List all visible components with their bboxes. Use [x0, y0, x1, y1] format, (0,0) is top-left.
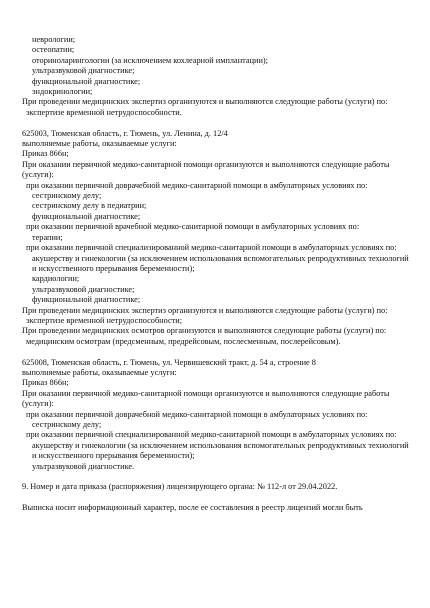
- text-line: При проведении медицинских осмотров организуются и выполняются следующие работы (услуги) по:: [22, 326, 387, 336]
- block-3: [22, 358, 414, 472]
- text-line: при оказании первичной специализированной медико-санитарной помощи в амбулаторных условиях по:: [26, 243, 397, 253]
- text-line: сестринскому делу;: [32, 191, 102, 201]
- text-line: кардиологии;: [32, 274, 80, 284]
- text-line: ультразвуковой диагностике;: [32, 66, 135, 76]
- text-line: эндокринологии;: [32, 87, 93, 97]
- text-line: ультразвуковой диагностике.: [32, 461, 135, 471]
- license-order-item: 9. Номер и дата приказа (распоряжения) лицензирующего органа: № 112-л от 29.04.2022.: [22, 482, 338, 492]
- text-line: акушерству и гинекологии (за исключением использования вспомогательных репродуктивных технологий и искусственного прерывания беременности);: [32, 440, 409, 461]
- text-line: функциональной диагностике;: [32, 211, 141, 221]
- address-line: 625008, Тюменская область, г. Тюмень, ул. Червишевский тракт, д. 54 а, строение 8: [22, 357, 316, 367]
- text-line: Приказ 866н;: [22, 378, 69, 388]
- text-line: функциональной диагностике;: [32, 76, 141, 86]
- text-line: неврологии;: [32, 35, 76, 44]
- text-line: при оказании первичной доврачебной медико-санитарной помощи в амбулаторных условиях по:: [26, 180, 368, 190]
- text-line: остеопатии;: [32, 45, 75, 55]
- text-line: выполняемые работы, оказываемые услуги:: [22, 139, 177, 149]
- text-line: при оказании первичной доврачебной медико-санитарной помощи в амбулаторных условиях по:: [26, 409, 368, 419]
- document-page: [22, 35, 414, 514]
- text-line: Приказ 866н;: [22, 149, 69, 159]
- text-line: экспертизе временной нетрудоспособности;: [26, 315, 183, 325]
- text-line: выполняемые работы, оказываемые услуги:: [22, 367, 177, 377]
- text-line: при оказании первичной специализированной медико-санитарной помощи в амбулаторных условиях по:: [26, 430, 397, 440]
- text-line: При оказании первичной медико-санитарной помощи организуются и выполняются следующие работы (услуги):: [22, 159, 390, 180]
- text-line: При проведении медицинских экспертиз организуются и выполняются следующие работы (услуги) по:: [22, 97, 388, 107]
- text-line: сестринскому делу в педиатрии;: [32, 201, 147, 211]
- text-line: функциональной диагностике;: [32, 295, 141, 305]
- block-1: [22, 35, 414, 118]
- text-line: при оказании первичной врачебной медико-санитарной помощи в амбулаторных условиях по:: [26, 222, 360, 232]
- text-line: ультразвуковой диагностике;: [32, 284, 135, 294]
- block-2: [22, 129, 414, 348]
- address-line: 625003, Тюменская область, г. Тюмень, ул. Ленина, д. 12/4: [22, 128, 228, 138]
- text-line: терапии;: [32, 232, 63, 242]
- text-line: акушерству и гинекологии (за исключением использования вспомогательных репродуктивных технологий и искусственного прерывания беременности);: [32, 253, 409, 273]
- text-line: При проведении медицинских экспертиз организуются и выполняются следующие работы (услуги) по:: [22, 305, 388, 315]
- footer-note: Выписка носит информационный характер, после ее составления в реестр лицензий могли быть: [22, 503, 363, 513]
- text-line: медицинским осмотрам (предсменным, предрейсовым, послесменным, послерейсовым).: [26, 336, 341, 346]
- text-line: экспертизе временной нетрудоспособности.: [26, 107, 182, 117]
- text-line: сестринскому делу;: [32, 420, 102, 429]
- text-line: При оказании первичной медико-санитарной помощи организуются и выполняются следующие работы (услуги):: [22, 388, 390, 409]
- text-line: оториноларингологии (за исключением кохлеарной имплантации);: [32, 55, 268, 65]
